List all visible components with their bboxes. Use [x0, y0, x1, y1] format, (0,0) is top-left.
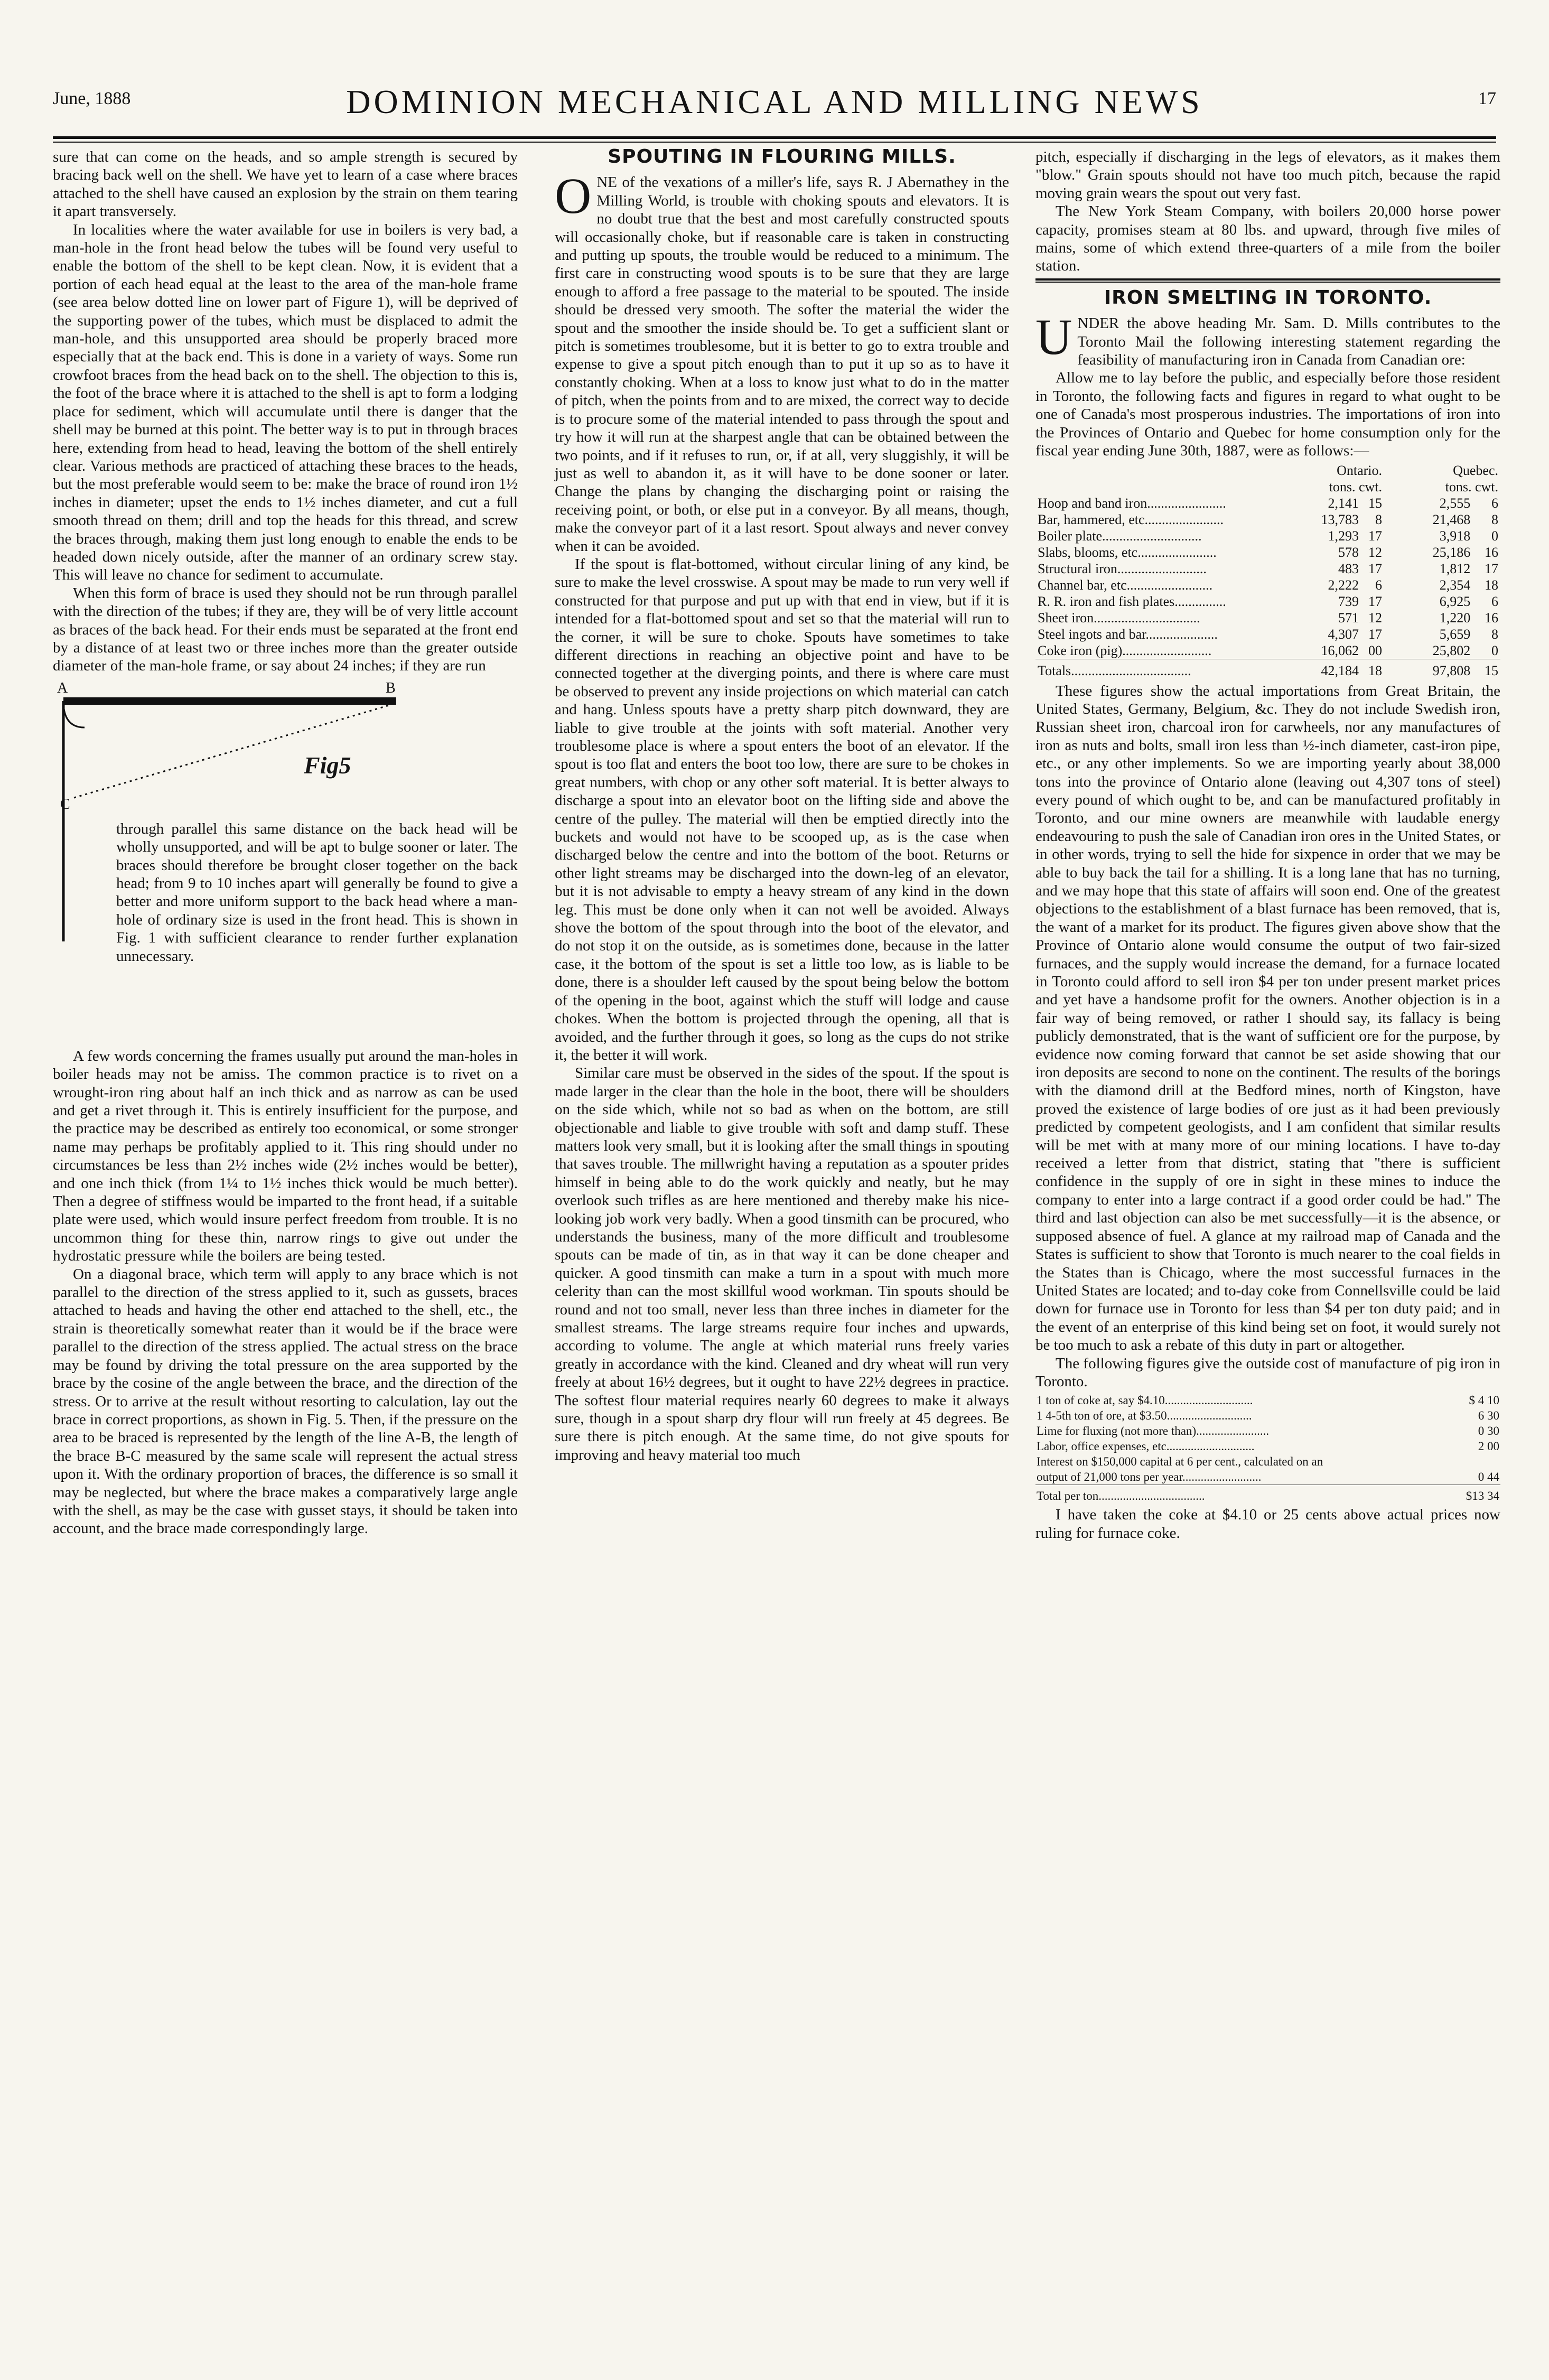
quebec-tons: 25,802: [1432, 642, 1471, 658]
col1-paragraph-5: A few words concerning the frames usually put around the man-holes in boiler heads may not be amiss. The common practice is to rivet on a wrought-iron ring about half an inch thick and as narrow as can be used and get a rivet through it. This is entirely insufficient for the purpose, and the practice may be described as entirely too economical, or some stronger name may perhaps be profitably applied to it. This ring should under no circumstances be less than 2½ inches wide (2½ inches would be better), and one inch thick (from 1¼ to 1½ inches thick would be much better). Then a degree of stiffness would be imparted to the front head, if a suitable plate were used, which would insure perfect freedom from trouble. It is no uncommon thing for these thin, narrow rings to give out under the hydrostatic pressure while the boilers are being tested.: [53, 1047, 518, 1265]
row-label: Coke iron (pig)..........................: [1038, 642, 1212, 658]
ontario-tons: 16,062: [1321, 642, 1359, 658]
col1-paragraph-3: When this form of brace is used they should not be run through parallel with the direction of the tubes; if they are, they will be of very little account as braces of the back head. For their ends must be separated at the front end by a distance of at least two or three inches more than the greater outside diameter of the man-hole frame, or say about 24 inches; if they are run: [53, 584, 518, 675]
table-row: [1035, 577, 1500, 593]
figure-label-c: C: [60, 796, 70, 813]
row-label: Boiler plate.............................: [1038, 528, 1202, 544]
ontario-tons: 571: [1338, 610, 1359, 626]
page-number: 17: [1478, 89, 1496, 108]
page-header: [53, 30, 1496, 120]
ontario-cwt: 00: [1368, 642, 1382, 658]
table-row: [1035, 528, 1500, 544]
row-label: Steel ingots and bar.....................: [1038, 626, 1218, 642]
col3-paragraph-3-text: NDER the above heading Mr. Sam. D. Mills contributes to the Toronto Mail the following interesting statement regarding the feasibility of manufacturing iron in Canada from Canadian ore:: [1077, 315, 1500, 369]
ontario-cwt: 15: [1368, 495, 1382, 511]
cost-value: [1451, 1454, 1500, 1469]
drop-cap-o: O: [555, 167, 592, 225]
col3-paragraph-3: [1035, 309, 1500, 369]
section-rule: [1035, 278, 1500, 281]
ontario-cwt: 12: [1368, 610, 1382, 626]
cost-total-label: Total per ton...................................: [1035, 1485, 1451, 1504]
drop-cap-u: U: [1035, 309, 1072, 366]
cost-row: [1035, 1408, 1500, 1423]
cost-label: output of 21,000 tons per year..........................: [1037, 1470, 1262, 1484]
masthead-title: DOMINION MECHANICAL AND MILLING NEWS: [346, 83, 1203, 120]
cost-value: 0 44: [1478, 1470, 1499, 1484]
ontario-cwt: 17: [1368, 593, 1382, 609]
ontario-tons: 483: [1338, 561, 1359, 576]
ontario-cwt: 12: [1368, 544, 1382, 560]
cost-row: [1035, 1423, 1500, 1439]
total-quebec-cwt: 15: [1472, 659, 1500, 679]
cost-value: 0 30: [1478, 1424, 1499, 1438]
quebec-tons: 2,354: [1439, 577, 1471, 593]
article-heading-spouting: SPOUTING IN FLOURING MILLS.: [608, 146, 956, 167]
ontario-tons: 13,783: [1321, 511, 1359, 527]
quebec-tons: 1,220: [1439, 610, 1471, 626]
col3-paragraph-2: The New York Steam Company, with boilers 20,000 horse power capacity, promises steam at 80 lbs. and upward, through five miles of mains, some of which extend three-quarters of a mile from the boiler station.: [1035, 203, 1500, 275]
table-header-ontario: Ontario.: [1337, 462, 1382, 478]
table-row: [1035, 626, 1500, 642]
ontario-tons: 4,307: [1328, 626, 1359, 642]
col3-paragraph-6: The following figures give the outside cost of manufacture of pig iron in Toronto.: [1035, 1355, 1500, 1390]
cost-row: [1035, 1469, 1500, 1485]
cost-value: $ 4 10: [1469, 1394, 1499, 1407]
ontario-cwt: 17: [1368, 561, 1382, 576]
table-subheader-quebec: tons. cwt.: [1445, 479, 1498, 494]
table-row: [1035, 495, 1500, 511]
figure-5: [53, 677, 518, 965]
cost-label: 1 4-5th ton of ore, at $3.50............................: [1037, 1409, 1252, 1423]
col3-paragraph-1: pitch, especially if discharging in the legs of elevators, as it makes them "blow." Grain spouts should not have too much pitch, because the rapid moving grain wears the spout out very fast.: [1035, 148, 1500, 202]
cost-label: 1 ton of coke at, say $4.10.............................: [1037, 1394, 1253, 1407]
table-row: [1035, 642, 1500, 659]
col1-paragraph-1: sure that can come on the heads, and so ample strength is secured by bracing back well on the shell. We have yet to learn of a case where braces attached to the shell have caused an explosion by the strain on them tearing it apart transversely.: [53, 148, 518, 220]
cost-row: [1035, 1439, 1500, 1454]
quebec-cwt: 16: [1485, 544, 1498, 560]
row-label: Structural iron..........................: [1038, 561, 1207, 576]
col2-paragraph-1: [555, 167, 1009, 555]
quebec-tons: 3,918: [1439, 528, 1471, 544]
quebec-cwt: 8: [1491, 511, 1498, 527]
total-label: Totals...................................: [1035, 659, 1296, 679]
iron-imports-table: [1035, 462, 1500, 679]
cost-row: [1035, 1393, 1500, 1408]
figure-wrap-text: [116, 820, 518, 965]
pig-iron-cost-table: [1035, 1393, 1500, 1504]
table-row: [1035, 593, 1500, 610]
row-label: Sheet iron...............................: [1038, 610, 1200, 626]
col2-paragraph-3: Similar care must be observed in the sides of the spout. If the spout is made larger in the clear than the hole in the boot, there will be shoulders on the side which, while not so bad as when on the bottom, are still objectionable and liable to give trouble with soft and damp stuff. These matters look very small, but it is looking after the small things in spouting that saves trouble. The millwright having a reputation as a spouter prides himself in being able to do the work quickly and neatly, but he may overlook such trifles as are here mentioned and thereby make his nice-looking job work very badly. When a good tinsmith can be procured, who understands the business, many of the more difficult and troublesome spouts can be made of tin, as in that way it can be done cheaper and quicker. A good tinsmith can make a turn in a spout with much more celerity than can the most skillful wood workman. Tin spouts should be round and not too small, never less than three inches in diameter for the smallest streams. The large streams require four inches and upwards, according to volume. The angle at which material runs freely varies greatly in accordance with the kind. Cleaned and dry wheat will run very freely at about 16½ degrees, but it ought to have 22½ degrees in practice. The softest flour material requires nearly 60 degrees to make it always sure, though in a spout sharp dry flour will run freely at 45 degrees. Be sure there is pitch enough. At the same time, do not give spouts for improving and heavy material too much: [555, 1065, 1009, 1463]
total-quebec-tons: 97,808: [1384, 659, 1472, 679]
ontario-cwt: 6: [1375, 577, 1382, 593]
quebec-tons: 6,925: [1439, 593, 1471, 609]
ontario-tons: 2,141: [1328, 495, 1359, 511]
header-rule: [53, 136, 1496, 139]
col3-paragraph-7: I have taken the coke at $4.10 or 25 cents above actual prices now ruling for furnace coke.: [1035, 1506, 1500, 1542]
quebec-tons: 25,186: [1432, 544, 1471, 560]
table-row: [1035, 511, 1500, 528]
col2-paragraph-1-text: NE of the vexations of a miller's life, says R. J Abernathey in the Milling World, is trouble with choking spouts and elevators. It is no doubt true that the best and most carefully constructed spouts will occasionally choke, but if reasonable care is taken in constructing and putting up spouts, the trouble would be reduced to a minimum. The first care in constructing wood spouts is to be sure that they are large enough to afford a free passage to the material to be spouted. The inside should be dressed very smooth. The softer the material the wider the spout and the smoother the inside should be. To get a sufficient slant or pitch is sometimes troublesome, but it is better to go to extra trouble and expense to give a spout pitch enough than to put it up so as to have it constantly choking. When at a loss to know just what to do in the matter of pitch, when the points from and to are mixed, the correct way to decide is to procure some of the material intended to pass through the spout and try how it will run at the sharpest angle that can be obtained between the two points, and if it refuses to run, or, if at all, very sluggishly, it will be just as well to abandon it, as it will have to be done sooner or later. Change the plans by changing the discharging point or raising the receiving point, or both, or else put in a conveyor. By all means, though, make the conveyor part of it a last resort. Spout always and never convey when it can be avoided.: [555, 174, 1009, 555]
figure-label-a: A: [57, 679, 68, 696]
total-ontario-tons: 42,184: [1296, 659, 1361, 679]
ontario-cwt: 17: [1368, 528, 1382, 544]
quebec-cwt: 17: [1485, 561, 1498, 576]
quebec-cwt: 18: [1485, 577, 1498, 593]
table-row: [1035, 610, 1500, 626]
quebec-tons: 5,659: [1439, 626, 1471, 642]
quebec-cwt: 8: [1491, 626, 1498, 642]
col1-paragraph-2: In localities where the water available for use in boilers is very bad, a man-hole in the front head below the tubes will be found very useful to enable the bottom of the shell to be kept clean. Now, it is evident that a portion of each head equal at the least to the area of the man-hole frame (see area below dotted line on lower part of Figure 1), will be deprived of the supporting power of the tubes, which must be displaced to admit the man-hole, and this unsupported area should be properly braced more especially that at the back end. This is done in a variety of ways. Some run crowfoot braces from the head back on to the shell. The objection to this is, the foot of the brace where it is attached to the shell is apt to form a lodging place for sediment, which will accumulate until there is danger that the shell may be burned at this point. The better way is to put in through braces here, extending from head to head, leaving the bottom of the shell entirely clear. Various methods are practiced of attaching these braces to the heads, but the most preferable would seem to be: make the brace of round iron 1½ inches in diameter; upset the ends to 1½ inches diameter, and cut a full smooth thread on them; drill and top the heads for this thread, and screw the braces through, making them just long enough to enable the ends to be headed down nicely outside, after the manner of an ordinary screw stay. This will leave no chance for sediment to accumulate.: [53, 221, 518, 584]
ontario-tons: 578: [1338, 544, 1359, 560]
cost-value: 6 30: [1478, 1409, 1499, 1423]
quebec-cwt: 16: [1485, 610, 1498, 626]
quebec-tons: 2,555: [1439, 495, 1471, 511]
table-subheader-ontario: tons. cwt.: [1329, 479, 1382, 494]
cost-row: [1035, 1454, 1500, 1469]
col1-paragraph-6: On a diagonal brace, which term will apply to any brace which is not parallel to the direction of the stress applied to it, such as gussets, braces attached to heads and having the other end attached to the shell, etc., the strain is theoretically somewhat reater than it would be if the brace were parallel to the direction of the stress applied. The actual stress on the brace may be found by driving the total pressure on the area supported by the brace by the cosine of the angle between the brace, and the direction of the stress. Or to arrive at the result without resorting to calculation, lay out the brace in correct proportions, as shown in Fig. 5. Then, if the pressure on the area to be braced is represented by the length of the line A-B, the length of the brace B-C measured by the same scale will represent the actual stress upon it. With the ordinary proportion of braces, the difference is so small it may be neglected, but where the brace makes a comparatively large angle with the shell, as may be the case with gusset stays, it should be taken into account, and the brace made correspondingly large.: [53, 1265, 518, 1537]
ontario-cwt: 8: [1375, 511, 1382, 527]
table-row: [1035, 544, 1500, 561]
cost-label: Lime for fluxing (not more than)........................: [1037, 1424, 1270, 1438]
cost-label: Interest on $150,000 capital at 6 per cent., calculated on an: [1037, 1455, 1323, 1469]
col3-paragraph-4: Allow me to lay before the public, and especially before those resident in Toronto, the following facts and figures in regard to what ought to be one of Canada's most prosperous industries. The importations of iron into the Provinces of Ontario and Quebec for home consumption only for the fiscal year ending June 30th, 1887, were as follows:—: [1035, 369, 1500, 460]
cost-value: 2 00: [1478, 1440, 1499, 1453]
quebec-tons: 21,468: [1432, 511, 1471, 527]
quebec-cwt: 6: [1491, 593, 1498, 609]
col2-paragraph-2: If the spout is flat-bottomed, without circular lining of any kind, be sure to make the level crosswise. A spout may be made to run very well if constructed for that purpose and put up with that end in view, but if it is intended for a flat-bottomed spout and set so that the material will run to the corner, it will be sure to choke. Spouts have sometimes to take different directions in reaching an objective point and have to be connected together at the diverging points, and there is where care must be observed to prevent any inside projections on which material can catch and hang. Unless spouts have a pretty sharp pitch downward, they are liable to give trouble at the joints with soft material. Another very troublesome place is where a spout enters the boot of an elevator. If the spout is too flat and enters the boot too low, there are sure to be chokes in great numbers, with chop or any other soft material. It is better always to discharge a spout into an elevator boot on the lifting side and above the centre of the pulley. The material will then be emptied directly into the buckets and would not have to be scooped up, as is the case when discharged below the centre and into the bottom of the boot. Returns or other light streams may be discharged into the down-leg of an elevator, but it is not advisable to empty a heavy stream of any kind in the down leg. This must be done only when it can not well be avoided. Always shove the bottom of the spout through into the boot of the elevator, and do not stop it on the outside, as is sometimes done, because in the latter case, it the bottom of the spout is set a little too low, as is liable to be done, there is a shoulder left caused by the spout being below the bottom of the opening in the boot, against which the stuff will lodge and cause chokes. When the bottom is projected through the opening, all that is avoided, and the further through it goes, so long as the cups do not strike it, the better it will work.: [555, 555, 1009, 1063]
quebec-tons: 1,812: [1439, 561, 1471, 576]
row-label: Hoop and band iron.......................: [1038, 495, 1226, 511]
row-label: Channel bar, etc.........................: [1038, 577, 1213, 593]
header-rule-thin: [53, 142, 1496, 143]
table-header-quebec: Quebec.: [1453, 462, 1498, 478]
section-rule-thin: [1035, 282, 1500, 283]
col3-paragraph-5: These figures show the actual importations from Great Britain, the United States, Germany, Belgium, &c. They do not include Swedish iron, Russian sheet iron, charcoal iron for carwheels, nor any manufactures of iron as nuts and bolts, small iron less than ½-inch diameter, cast-iron pipe, etc., or any other implements. So we are importing yearly about 38,000 tons into the province of Ontario alone (leaving out 4,307 tons of steel) every pound of which ought to be, and can be manufactured profitably in Toronto, and our mine owners are meanwhile with laudable energy endeavouring to push the sale of Canadian iron ores in the United States, or in other words, trying to sell the hide for sixpence in order that we may be able to buy back the tail for a shilling. It is a long lane that has no turning, and we may hope that this state of affairs will soon end. One of the greatest objections to the establishment of a blast furnace has been removed, that is, the want of a market for its product. The figures given above show that the Province of Ontario alone would consume the output of two fair-sized furnaces, and the supply would increase the demand, for a furnace located in Toronto could afford to sell iron $4 per ton under present market prices and yet have a handsome profit for the owners. Another objection is in a fair way of being removed, or rather I should say, its fallacy is being publicly demonstrated, that is the want of sufficient ore for the purpose, by evidence now coming forward that cannot be set aside showing that our iron deposits are second to none on the continent. The results of the borings with the diamond drill at the Bedford mines, north of Kingston, have proved the existence of large bodies of ore just as it had been previously predicted by competent geologists, and I am confident that similar results will be met with at many more of our mining locations. I have to-day received a letter from that district, stating that "there is sufficient confidence in the supply of ore in sight in these mines to induce the company to enter into a large contract if a good order could be had." The third and last objection can also be met successfully—it is the absence, or supposed absence of fuel. A glance at my railroad map of Canada and the States is sufficient to show that Toronto is much nearer to the coal fields in the States than is Chicago, where the most successful furnaces in the United States are located; and to-day coke from Connellsville could be laid down for furnace use in Toronto for less than $4 per ton duty paid; and in the event of an enterprise of this kind being set on foot, it would surely not be too much to ask a rebate of this duty in part or altogether.: [1035, 682, 1500, 1354]
table-total-row: [1035, 659, 1500, 679]
figure-caption: Fig5: [304, 751, 351, 779]
issue-date: June, 1888: [53, 89, 131, 108]
figure-label-b: B: [386, 679, 396, 696]
row-label: R. R. iron and fish plates...............: [1038, 593, 1226, 609]
row-label: Bar, hammered, etc.......................: [1038, 511, 1224, 527]
cost-label: Labor, office expenses, etc.............................: [1037, 1440, 1255, 1453]
quebec-cwt: 0: [1491, 528, 1498, 544]
ontario-tons: 2,222: [1328, 577, 1359, 593]
column-3: [1035, 148, 1500, 1542]
row-label: Slabs, blooms, etc.......................: [1038, 544, 1217, 560]
cost-total-row: [1035, 1485, 1500, 1504]
total-ontario-cwt: 18: [1361, 659, 1384, 679]
col1-paragraph-4: through parallel this same distance on the back head will be wholly unsupported, and will be apt to bulge sooner or later. The braces should therefore be brought closer together on the back head; from 9 to 10 inches apart will generally be found to give a better and more uniform support to the back head where a man-hole of ordinary size is used in the front head. This is shown in Fig. 1 with sufficient clearance to render further explanation unnecessary.: [116, 820, 518, 965]
ontario-tons: 1,293: [1328, 528, 1359, 544]
ontario-cwt: 17: [1368, 626, 1382, 642]
column-1: [53, 148, 518, 1538]
quebec-cwt: 0: [1491, 642, 1498, 658]
column-2: [555, 148, 1009, 1464]
ontario-tons: 739: [1338, 593, 1359, 609]
quebec-cwt: 6: [1491, 495, 1498, 511]
cost-total-value: $13 34: [1451, 1485, 1500, 1504]
article-heading-iron-smelting: IRON SMELTING IN TORONTO.: [1104, 286, 1432, 309]
table-row: [1035, 561, 1500, 577]
